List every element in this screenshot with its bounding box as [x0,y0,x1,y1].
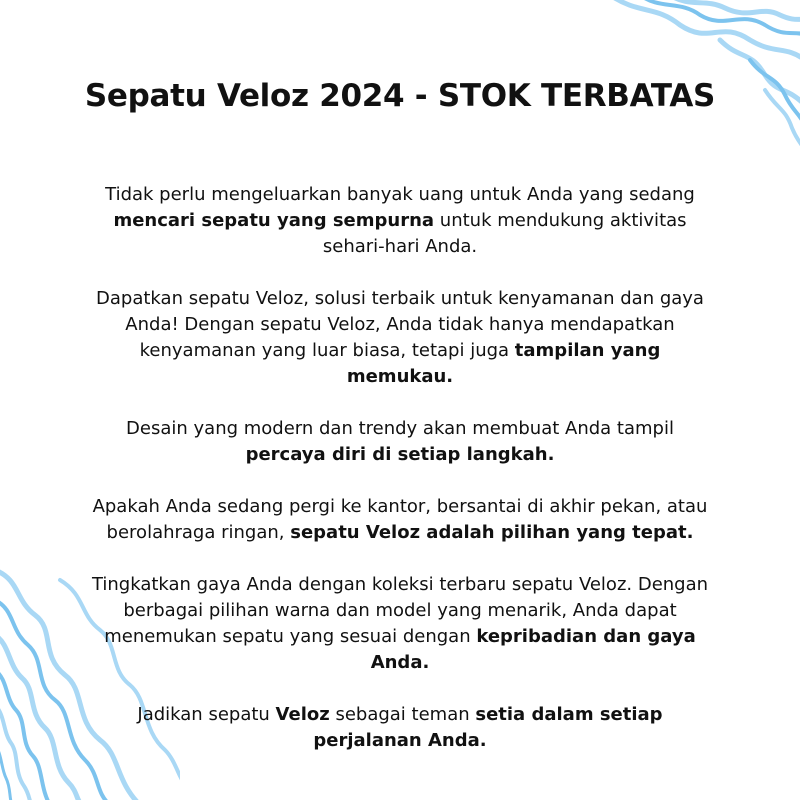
paragraph-5-text: Tingkatkan gaya Anda dengan koleksi terbaru sepatu Veloz. Dengan berbagai pilihan warna dan model yang menarik, Anda dapat menemukan sepatu yang sesuai dengan [91,574,709,647]
paragraph-3-highlight: percaya diri di setiap langkah. [245,444,555,465]
paragraph-6-highlight: setia dalam setiap perjalanan Anda. [313,704,663,751]
paragraph-3-text: Desain yang modern dan trendy akan membuat Anda tampil [126,418,674,439]
paragraph-1 [90,182,710,260]
paragraph-4-text: Apakah Anda sedang pergi ke kantor, bersantai di akhir pekan, atau berolahraga ringan, [92,496,708,543]
paragraph-1-text-end: untuk mendukung aktivitas sehari-hari Anda. [322,210,687,257]
paragraph-2-text: Dapatkan sepatu Veloz, solusi terbaik untuk kenyamanan dan gaya Anda! Dengan sepatu Veloz, Anda tidak hanya mendapatkan kenyamanan yang luar biasa, tetapi juga [96,288,704,361]
paragraph-3 [90,416,710,468]
paragraph-1-text: Tidak perlu mengeluarkan banyak uang untuk Anda yang sedang [105,184,695,205]
paragraph-5-highlight: kepribadian dan gaya Anda. [370,626,696,673]
paragraph-1-highlight: mencari sepatu yang sempurna [113,210,435,231]
paragraph-2-highlight: tampilan yang memukau. [346,340,661,387]
page-title: Sepatu Veloz 2024 - STOK TERBATAS [84,78,716,114]
paragraph-6 [90,702,710,754]
paragraph-6-text: Jadikan sepatu [137,704,276,725]
paragraph-6-text-mid: sebagai teman [329,704,476,725]
paragraph-4-highlight: sepatu Veloz adalah pilihan yang tepat. [290,522,694,543]
body-text [90,182,710,780]
paragraph-6-brand: Veloz [275,704,330,725]
paragraph-5 [90,572,710,676]
paragraph-4 [90,494,710,546]
paragraph-2 [90,286,710,390]
